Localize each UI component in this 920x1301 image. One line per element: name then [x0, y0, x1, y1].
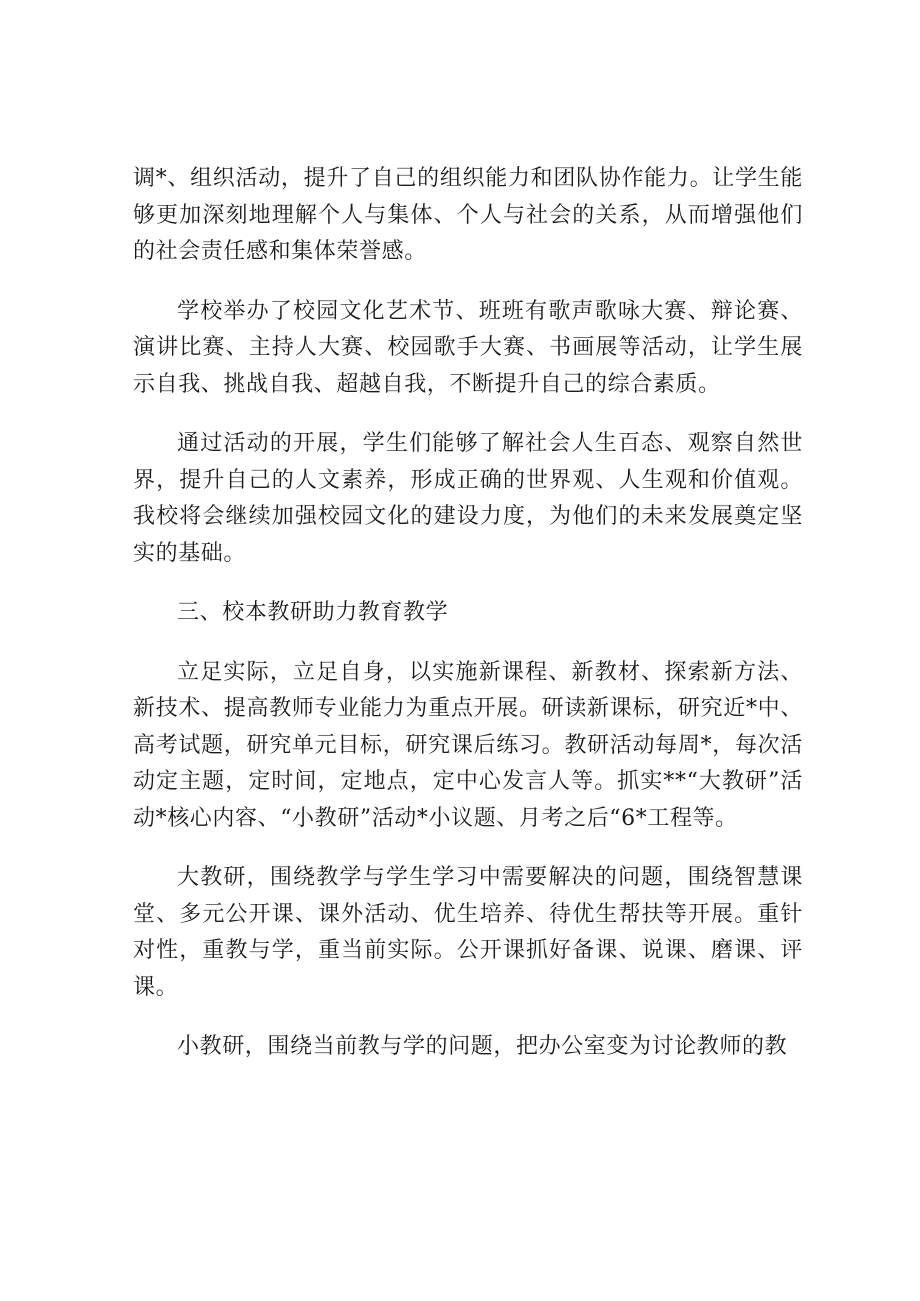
- section-heading-school-research: 三、校本教研助力教育教学: [177, 600, 449, 625]
- paragraph-minor-research: 小教研，围绕当前教与学的问题，把办公室变为讨论教师的教: [177, 1034, 788, 1059]
- paragraph-continued-activities: 调*、组织活动，提升了自己的组织能力和团队协作能力。让学生能够更加深刻地理解个人与集体、个人与社会的关系，从而增强他们的社会责任感和集体荣誉感。: [133, 166, 803, 264]
- document-body: [133, 161, 803, 1089]
- paragraph-research-focus: 立足实际，立足自身，以实施新课程、新教材、探索新方法、新技术、提高教师专业能力为重点开展。研读新课标，研究近*中、高考试题，研究单元目标，研究课后练习。教研活动每周*，每次活动定主题，定时间，定地点，定中心发言人等。抓实**“大教研”活动*核心内容、“小教研”活动*小议题、月考之后“6*工程等。: [133, 659, 803, 831]
- paragraph-campus-culture-festival: 学校举办了校园文化艺术节、班班有歌声歌咏大赛、辩论赛、演讲比赛、主持人大赛、校园歌手大赛、书画展等活动，让学生展示自我、挑战自我、超越自我，不断提升自己的综合素质。: [133, 298, 803, 397]
- paragraph-activity-outcomes: 通过活动的开展，学生们能够了解社会人生百态、观察自然世界，提升自己的人文素养，形成正确的世界观、人生观和价值观。我校将会继续加强校园文化的建设力度，为他们的未来发展奠定坚实的基础。: [133, 431, 803, 566]
- paragraph-major-research: 大教研，围绕教学与学生学习中需要解决的问题，围绕智慧课堂、多元公开课、课外活动、优生培养、待优生帮扶等开展。重针对性，重教与学，重当前实际。公开课抓好备课、说课、磨课、评课。: [133, 865, 803, 1000]
